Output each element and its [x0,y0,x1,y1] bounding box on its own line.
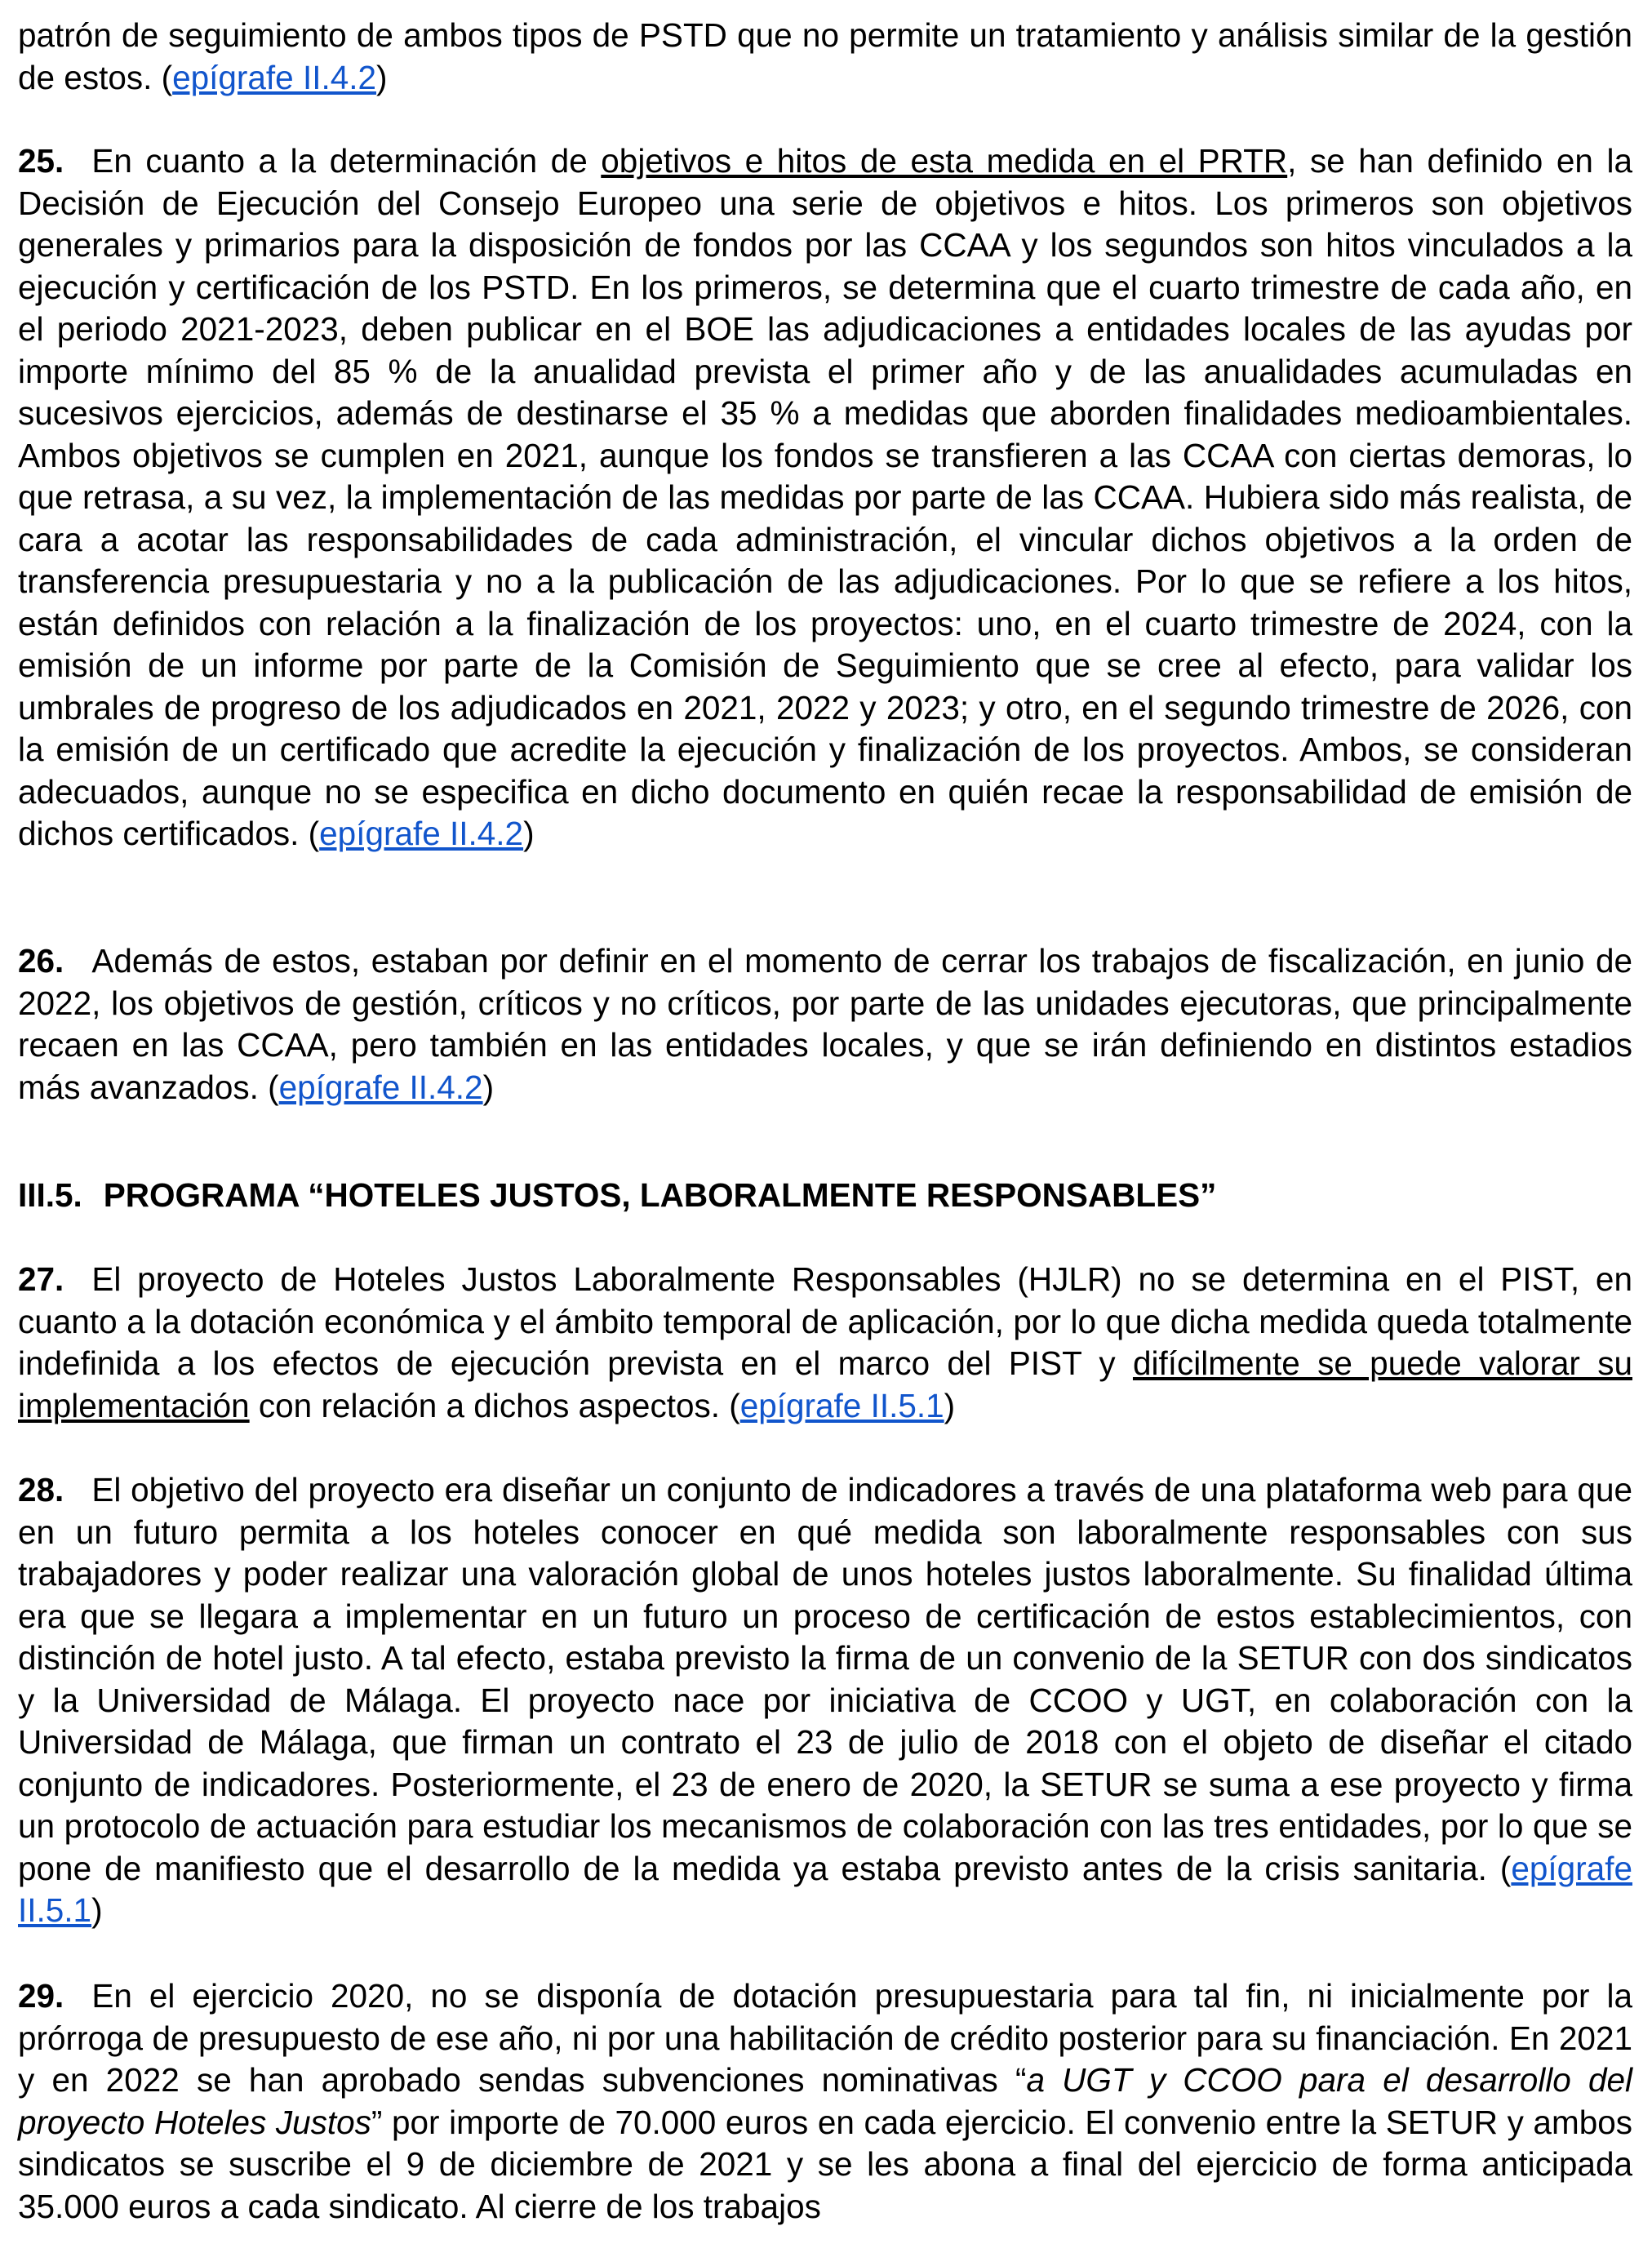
epigraph-link[interactable]: epígrafe II.4.2 [172,58,377,96]
epigraph-link[interactable]: epígrafe II.5.1 [739,1386,944,1424]
paragraph-number: 29. [18,1977,64,2015]
section-number: III.5. [18,1176,82,1214]
paragraph-27: 27. El proyecto de Hoteles Justos Laboralmente Responsables (HJLR) no se determina en el PIST, en cuanto a la dotación económica y el ámbito temporal de aplicación, por lo que dicha medida queda totalmente indefinida a los efectos de ejecución prevista en el marco del PIST y difícilmente se puede valorar su implementación con relación a dichos aspectos. (epígrafe II.5.1) [18,1260,1632,1424]
epigraph-link[interactable]: epígrafe II.4.2 [319,815,524,852]
epigraph-link[interactable]: epígrafe II.4.2 [278,1068,483,1106]
section-heading [18,1174,1216,1216]
paragraph-number: 28. [18,1471,64,1508]
paragraph-text: patrón de seguimiento de ambos tipos de PSTD que no permite un tratamiento y análisis similar de la gestión de estos. ( [18,16,1632,96]
paragraph-number: 25. [18,142,64,180]
italic-phrase: a UGT y CCOO para el desarrollo del proyecto Hoteles Justos [18,2061,1632,2141]
paragraph-28: 28. El objetivo del proyecto era diseñar un conjunto de indicadores a través de una plataforma web para que en un futuro permita a los hoteles conocer en qué medida son laboralmente responsables con sus trabajadores y poder realizar una valoración global de unos hoteles justos laboralmente. Su finalidad última era que se llegara a implementar en un futuro un proceso de certificación de estos establecimientos, con distinción de hotel justo. A tal efecto, estaba previsto la firma de un convenio de la SETUR con dos sindicatos y la Universidad de Málaga. El proyecto nace por iniciativa de CCOO y UGT, en colaboración con la Universidad de Málaga, que firman un contrato el 23 de julio de 2018 con el objeto de diseñar el citado conjunto de indicadores. Posteriormente, el 23 de enero de 2020, la SETUR se suma a ese proyecto y firma un protocolo de actuación para estudiar los mecanismos de colaboración con las tres entidades, por lo que se pone de manifiesto que el desarrollo de la medida ya estaba previsto antes de la crisis sanitaria. (epígrafe II.5.1) [18,1471,1632,1929]
paragraph-29: 29. En el ejercicio 2020, no se disponía de dotación presupuestaria para tal fin, ni inicialmente por la prórroga de presupuesto de ese año, ni por una habilitación de crédito posterior para su financiación. En 2021 y en 2022 se han aprobado sendas subvenciones nominativas “a UGT y CCOO para el desarrollo del proyecto Hoteles Justos” por importe de 70.000 euros en cada ejercicio. El convenio entre la SETUR y ambos sindicatos se suscribe el 9 de diciembre de 2021 y se les abona a final del ejercicio de forma anticipada 35.000 euros a cada sindicato. Al cierre de los trabajos [18,1977,1632,2225]
section-title: PROGRAMA “HOTELES JUSTOS, LABORALMENTE RESPONSABLES” [103,1176,1217,1214]
paragraph-number: 27. [18,1260,64,1298]
paragraph-number: 26. [18,942,64,980]
epigraph-link[interactable]: epígrafe II.5.1 [18,1849,1632,1929]
underlined-phrase: difícilmente se puede valorar su implementación [18,1344,1632,1424]
paragraph-25: 25. En cuanto a la determinación de objetivos e hitos de esta medida en el PRTR, se han definido en la Decisión de Ejecución del Consejo Europeo una serie de objetivos e hitos. Los primeros son objetivos generales y primarios para la disposición de fondos por las CCAA y los segundos son hitos vinculados a la ejecución y certificación de los PSTD. En los primeros, se determina que el cuarto trimestre de cada año, en el periodo 2021-2023, deben publicar en el BOE las adjudicaciones a entidades locales de las ayudas por importe mínimo del 85 % de la anualidad prevista el primer año y de las anualidades acumuladas en sucesivos ejercicios, además de destinarse el 35 % a medidas que aborden finalidades medioambientales. Ambos objetivos se cumplen en 2021, aunque los fondos se transfieren a las CCAA con ciertas demoras, lo que retrasa, a su vez, la implementación de las medidas por parte de las CCAA. Hubiera sido más realista, de cara a acotar las responsabilidades de cada administración, el vincular dichos objetivos a la orden de transferencia presupuestaria y no a la publicación de las adjudicaciones. Por lo que se refiere a los hitos, están definidos con relación a la finalización de los proyectos: uno, en el cuarto trimestre de 2024, con la emisión de un informe por parte de la Comisión de Seguimiento que se cree al efecto, para validar los umbrales de progreso de los adjudicados en 2021, 2022 y 2023; y otro, en el segundo trimestre de 2026, con la emisión de un certificado que acredite la ejecución y finalización de los proyectos. Ambos, se consideran adecuados, aunque no se especifica en dicho documento en quién recae la responsabilidad de emisión de dichos certificados. (epígrafe II.4.2) [18,142,1632,852]
paragraph-continuation: patrón de seguimiento de ambos tipos de PSTD que no permite un tratamiento y análisis similar de la gestión de estos. (epígrafe II.4.2) [18,16,1632,96]
underlined-phrase: objetivos e hitos de esta medida en el PRTR [601,142,1288,180]
paragraph-26: 26. Además de estos, estaban por definir en el momento de cerrar los trabajos de fiscalización, en junio de 2022, los objetivos de gestión, críticos y no críticos, por parte de las unidades ejecutoras, que principalmente recaen en las CCAA, pero también en las entidades locales, y que se irán definiendo en distintos estadios más avanzados. (epígrafe II.4.2) [18,942,1632,1106]
